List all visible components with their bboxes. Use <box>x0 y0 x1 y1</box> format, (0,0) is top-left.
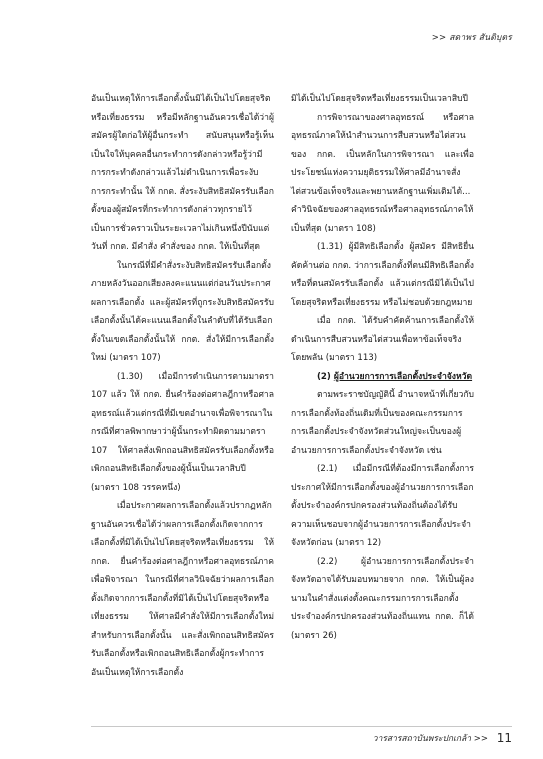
paragraph: เมื่อประกาศผลการเลือกตั้งแล้วปรากฏหลักฐานอันควรเชื่อได้ว่าผลการเลือกตั้งเกิดจากการเลือกตั้งที่มิได้เป็นไปโดยสุจริตหรือเที่ยงธรรม ให้ กกต. ยื่นคำร้องต่อศาลฎีกาหรือศาลอุทธรณ์ภาคเพื่อพิจารณา ในกรณีที่ศาลวินิจฉัยว่าผลการเลือกตั้งเกิดจากการเลือกตั้งที่มิได้เป็นไปโดยสุจริตหรือเที่ยงธรรม ให้ศาลมีคำสั่งให้มีการเลือกตั้งใหม่สำหรับการเลือกตั้งนั้น และสั่งเพิกถอนสิทธิสมัครรับเลือกตั้งหรือเพิกถอนสิทธิเลือกตั้งผู้กระทำการอันเป็นเหตุให้การเลือกตั้ง <box>91 501 274 678</box>
paragraph: (1.31) ผู้มีสิทธิเลือกตั้ง ผู้สมัคร มีสิทธิยื่นคัดค้านต่อ กกต. ว่าการเลือกตั้งที่ตนมีสิทธิเลือกตั้ง หรือที่ตนสมัครรับเลือกตั้ง แล้วแต่กรณีมิได้เป็นไปโดยสุจริตหรือเที่ยงธรรม หรือไม่ชอบด้วยกฎหมาย <box>291 242 474 308</box>
page-number: 11 <box>496 731 512 745</box>
paragraph: อันเป็นเหตุให้การเลือกตั้งนั้นมิได้เป็นไปโดยสุจริตหรือเที่ยงธรรม หรือมีหลักฐานอันควรเชื่อได้ว่าผู้สมัครผู้ใดก่อให้ผู้อื่นกระทำ สนับสนุนหรือรู้เห็นเป็นใจให้บุคคลอื่นกระทำการดังกล่าวหรือรู้ว่ามีการกระทำดังกล่าวแล้วไม่ดำเนินการเพื่อระงับการกระทำนั้น ให้ กกต. สั่งระงับสิทธิสมัครรับเลือกตั้งของผู้สมัครที่กระทำการดังกล่าวทุกรายไว้เป็นการชั่วคราวเป็นระยะเวลาไม่เกินหนึ่งปีนับแต่วันที่ กกต. มีคำสั่ง คำสั่งของ กกต. ให้เป็นที่สุด <box>91 94 274 252</box>
header-author: >> สดาพร สันติบุตร <box>431 33 512 43</box>
journal-name: วารสารสถาบันพระปกเกล้า >> <box>372 734 489 744</box>
paragraph: (1.30) เมื่อมีการดำเนินการตามมาตรา 107 แล้ว ให้ กกต. ยื่นคำร้องต่อศาลฎีกาหรือศาลอุทธรณ์แล้วแต่กรณีที่มีเขตอำนาจเพื่อพิจารณาในกรณีที่ศาลพิพากษาว่าผู้นั้นกระทำผิดตามมาตรา 107 ให้ศาลสั่งเพิกถอนสิทธิสมัครรับเลือกตั้งหรือเพิกถอนสิทธิเลือกตั้งของผู้นั้นเป็นเวลาสิบปี (มาตรา 108 วรรคหนึ่ง) <box>91 371 274 493</box>
right-column <box>291 90 474 645</box>
left-column <box>91 90 274 682</box>
section-heading <box>291 368 474 387</box>
paragraph: (2.2) ผู้อำนวยการการเลือกตั้งประจำจังหวัดอาจได้รับมอบหมายจาก กกต. ให้เป็นผู้ลงนามในคำสั่งแต่งตั้งคณะกรรมการการเลือกตั้งประจำองค์กรปกครองส่วนท้องถิ่นแทน กกต. ก็ได้ (มาตรา 26) <box>291 556 474 641</box>
paragraph: ตามพระราชบัญญัตินี้ อำนาจหน้าที่เกี่ยวกับการเลือกตั้งท้องถิ่นเดิมที่เป็นของคณะกรรมการการเลือกตั้งประจำจังหวัดส่วนใหญ่จะเป็นของผู้อำนวยการการเลือกตั้งประจำจังหวัด เช่น <box>291 390 474 456</box>
paragraph: (2.1) เมื่อมีกรณีที่ต้องมีการเลือกตั้งการประกาศให้มีการเลือกตั้งของผู้อำนวยการการเลือกตั้งประจำองค์กรปกครองส่วนท้องถิ่นต้องได้รับความเห็นชอบจากผู้อำนวยการการเลือกตั้งประจำจังหวัดก่อน (มาตรา 12) <box>291 464 474 548</box>
paragraph: มิได้เป็นไปโดยสุจริตหรือเที่ยงธรรมเป็นเวลาสิบปี <box>291 94 469 104</box>
paragraph: ในกรณีที่มีคำสั่งระงับสิทธิสมัครรับเลือกตั้งภายหลังวันออกเสียงลงคะแนนแต่ก่อนวันประกาศผลการเลือกตั้ง และผู้สมัครที่ถูกระงับสิทธิสมัครรับเลือกตั้งนั้นได้คะแนนเลือกตั้งในลำดับที่ได้รับเลือกตั้งในเขตเลือกตั้งนั้นให้ กกต. สั่งให้มีการเลือกตั้งใหม่ (มาตรา 107) <box>91 260 274 363</box>
section-heading-title: ผู้อำนวยการการเลือกตั้งประจำจังหวัด <box>333 371 473 382</box>
paragraph: การพิจารณาของศาลอุทธรณ์ หรือศาลอุทธรณ์ภาคให้นำสำนวนการสืบสวนหรือไต่สวนของ กกต. เป็นหลักในการพิจารณา และเพื่อประโยชน์แห่งความยุติธรรมให้ศาลมีอำนาจสั่งไต่สวนข้อเท็จจริงและพยานหลักฐานเพิ่มเติมได้... คำวินิจฉัยของศาลอุทธรณ์หรือศาลอุทธรณ์ภาคให้เป็นที่สุด (มาตรา 108) <box>291 112 474 234</box>
paragraph: เมื่อ กกต. ได้รับคำคัดค้านการเลือกตั้งให้ดำเนินการสืบสวนหรือไต่สวนเพื่อหาข้อเท็จจริงโดยพลัน (มาตรา 113) <box>291 316 474 363</box>
section-heading-number: (2) <box>317 371 334 382</box>
footer <box>373 731 512 745</box>
footer-rule <box>91 726 512 727</box>
